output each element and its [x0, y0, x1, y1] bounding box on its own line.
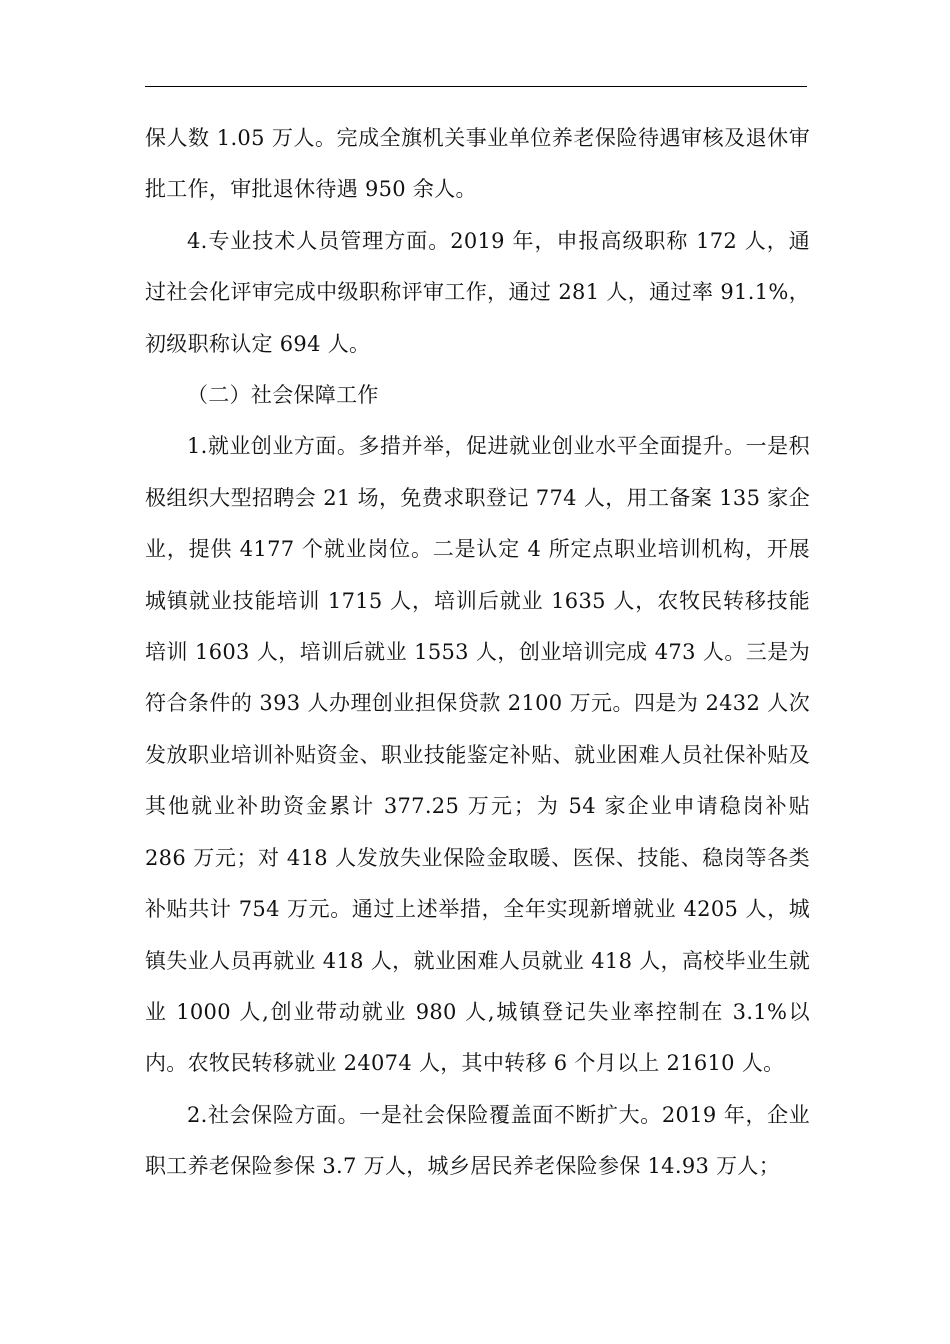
paragraph-employment: 1.就业创业方面。多措并举，促进就业创业水平全面提升。一是积极组织大型招聘会 21 场，免费求职登记 774 人，用工备案 135 家企业，提供 4177 个就业岗位。二是认定 4 所定点职业培训机构，开展城镇就业技能培训 1715 人，培训后就业 1635 人，农牧民转移技能培训 1603 人，培训后就业 1553 人，创业培训完成 473 人。三是为符合条件的 393 人办理创业担保贷款 2100 万元。四是为 2432 人次发放职业培训补贴资金、职业技能鉴定补贴、就业困难人员社保补贴及其他就业补助资金累计 377.25 万元；为 54 家企业申请稳岗补贴 286 万元；对 418 人发放失业保险金取暖、医保、技能、稳岗等各类补贴共计 754 万元。通过上述举措，全年实现新增就业 4205 人，城镇失业人员再就业 418 人，就业困难人员就业 418 人，高校毕业生就业 1000 人,创业带动就业 980 人,城镇登记失业率控制在 3.1%以内。农牧民转移就业 24074 人，其中转移 6 个月以上 21610 人。	[145, 434, 810, 1076]
paragraph-social-insurance: 2.社会保险方面。一是社会保险覆盖面不断扩大。2019 年，企业职工养老保险参保 3.7 万人，城乡居民养老保险参保 14.93 万人；	[145, 1102, 810, 1179]
header-rule	[145, 86, 807, 87]
paragraph-professional-staff: 4.专业技术人员管理方面。2019 年，申报高级职称 172 人，通过社会化评审完成中级职称评审工作，通过 281 人，通过率 91.1%，初级职称认定 694 人。	[145, 228, 810, 356]
document-body	[145, 113, 810, 1193]
paragraph-pension-continuation: 保人数 1.05 万人。完成全旗机关事业单位养老保险待遇审核及退休审批工作，审批退休待遇 950 余人。	[145, 126, 810, 202]
section-heading-social-security: （二）社会保障工作	[187, 383, 379, 408]
